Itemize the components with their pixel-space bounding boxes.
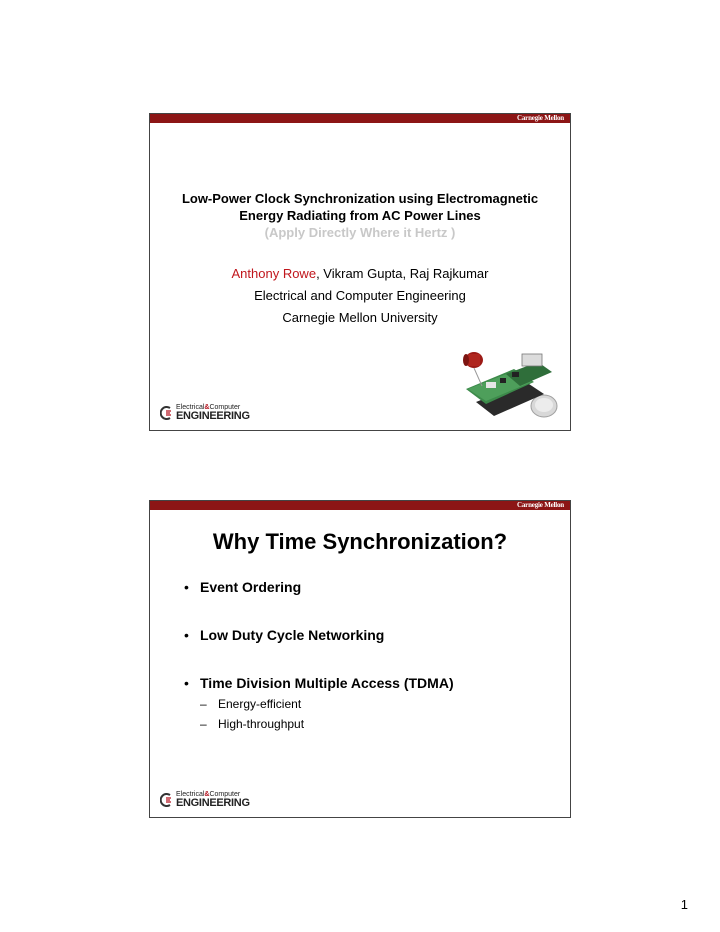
authors <box>150 266 570 281</box>
title-line-1: Low-Power Clock Synchronization using Electromagnetic <box>181 191 539 206</box>
ece-logo <box>160 404 250 422</box>
ece-logo-icon <box>160 793 173 807</box>
subtitle: (Apply Directly Where it Hertz ) <box>264 225 456 240</box>
co-authors: , Vikram Gupta, Raj Rajkumar <box>316 266 489 281</box>
logo-text-engineering: ENGINEERING <box>176 797 250 809</box>
department: Electrical and Computer Engineering <box>254 288 466 303</box>
presentation-title <box>150 190 570 224</box>
university-wordmark: Carnegie Mellon <box>517 501 564 509</box>
university-wordmark: Carnegie Mellon <box>517 114 564 122</box>
bullet-list <box>184 578 544 733</box>
logo-text-electrical: Electrical <box>176 791 205 798</box>
logo-ampersand: & <box>204 404 210 411</box>
logo-ampersand: & <box>204 791 210 798</box>
slide-why-time-sync <box>149 500 571 818</box>
logo-text-engineering: ENGINEERING <box>176 410 250 422</box>
slide-heading: Why Time Synchronization? <box>212 529 508 554</box>
bullet-tdma: • Time Division Multiple Access (TDMA) <box>184 674 544 692</box>
slide-header-bar <box>150 114 570 123</box>
university: Carnegie Mellon University <box>282 310 438 325</box>
slide-header-bar <box>150 501 570 510</box>
ece-logo <box>160 791 250 809</box>
page-number: 1 <box>680 897 688 912</box>
lead-author: Anthony Rowe <box>231 266 317 281</box>
logo-text-computer: Computer <box>209 404 241 411</box>
logo-text-computer: Computer <box>209 791 241 798</box>
slide-title <box>149 113 571 431</box>
ece-logo-icon <box>160 406 173 420</box>
sensor-node-hardware-photo <box>456 334 566 424</box>
bullet-low-duty-cycle: • Low Duty Cycle Networking <box>184 626 544 644</box>
sub-bullet-high-throughput: – High-throughput <box>184 715 544 733</box>
sub-bullet-energy-efficient: – Energy-efficient <box>184 695 544 713</box>
bullet-event-ordering: • Event Ordering <box>184 578 544 596</box>
title-line-2: Energy Radiating from AC Power Lines <box>239 208 481 223</box>
logo-text-electrical: Electrical <box>176 404 205 411</box>
